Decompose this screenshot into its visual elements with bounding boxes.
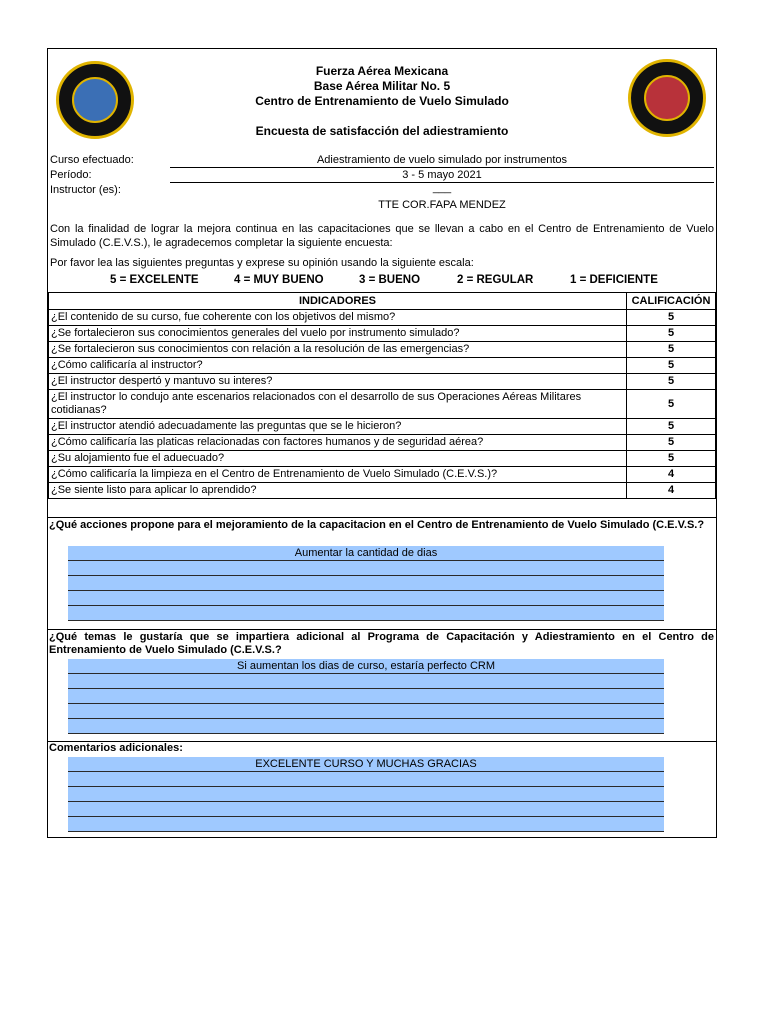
table-row [49, 467, 716, 483]
indicator-question: ¿El instructor lo condujo ante escenarios relacionados con el desarrollo de sus Operaciones Aéreas Militares cotidianas? [49, 390, 627, 419]
indicator-score: 5 [627, 390, 716, 419]
indicator-score: 5 [627, 374, 716, 390]
instructions-text: Por favor lea las siguientes preguntas y exprese su opinión usando la siguiente escala: [50, 257, 474, 269]
scale-5: 5 = EXCELENTE [110, 274, 199, 286]
answer-line[interactable] [68, 576, 664, 591]
indicator-score: 5 [627, 419, 716, 435]
table-row [49, 419, 716, 435]
indicator-question: ¿Su alojamiento fue el aduecuado? [49, 451, 627, 467]
scale-3: 3 = BUENO [359, 274, 421, 286]
actions-answer-box[interactable] [68, 546, 664, 621]
table-row [49, 483, 716, 499]
indicator-question: ¿Cómo calificaría al instructor? [49, 358, 627, 374]
indicator-score: 4 [627, 483, 716, 499]
answer-line[interactable] [68, 817, 664, 832]
indicator-question: ¿Se siente listo para aplicar lo aprendido? [49, 483, 627, 499]
indicator-score: 5 [627, 451, 716, 467]
table-row [49, 326, 716, 342]
answer-line[interactable] [68, 674, 664, 689]
answer-line[interactable] [68, 787, 664, 802]
topics-section [48, 629, 716, 630]
indicator-question: ¿El contenido de su curso, fue coherente con los objetivos del mismo? [49, 310, 627, 326]
survey-title: Encuesta de satisfacción del adiestramiento [255, 124, 509, 138]
indicator-score: 5 [627, 435, 716, 451]
actions-question: ¿Qué acciones propone para el mejoramiento de la capacitacion en el Centro de Entrenamiento de Vuelo Simulado (C.E.V.S.? [49, 519, 705, 531]
table-row [49, 374, 716, 390]
indicator-question: ¿Se fortalecieron sus conocimientos generales del vuelo por instrumento simulado? [49, 326, 627, 342]
scale-2: 2 = REGULAR [457, 274, 534, 286]
org-name: Fuerza Aérea Mexicana [315, 64, 449, 78]
answer-line[interactable] [68, 606, 664, 621]
period-label: Período: [50, 169, 92, 181]
topics-answer[interactable]: Si aumentan los dias de curso, estaría perfecto CRM [68, 659, 664, 674]
topics-answer-box[interactable] [68, 659, 664, 734]
table-row [49, 310, 716, 326]
survey-form [47, 48, 717, 838]
indicator-score: 5 [627, 326, 716, 342]
table-row [49, 451, 716, 467]
table-row [49, 342, 716, 358]
indicator-question: ¿Cómo calificaría la limpieza en el Centro de Entrenamiento de Vuelo Simulado (C.E.V.S.)? [49, 467, 627, 483]
col-indicators: INDICADORES [49, 293, 627, 310]
table-row [49, 358, 716, 374]
base-name: Base Aérea Militar No. 5 [313, 79, 451, 93]
answer-line[interactable] [68, 591, 664, 606]
period-value: 3 - 5 mayo 2021 [402, 169, 482, 181]
table-row [49, 390, 716, 419]
answer-line[interactable] [68, 719, 664, 734]
indicator-score: 5 [627, 310, 716, 326]
answer-line[interactable] [68, 802, 664, 817]
answer-line[interactable] [68, 689, 664, 704]
answer-line[interactable] [68, 561, 664, 576]
intro-text: Con la finalidad de lograr la mejora continua en las capacitaciones que se llevan a cabo en el Centro de Entrenamiento de Vuelo Simulado (C.E.V.S.), le agradecemos completar la siguiente encuesta: [50, 223, 714, 249]
indicator-score: 4 [627, 467, 716, 483]
course-label: Curso efectuado: [50, 154, 134, 166]
topics-question: ¿Qué temas le gustaría que se impartiera adicional al Programa de Capacitación y Adiestramiento en el Centro de Entrenamiento de Vuelo Simulado (C.E.V.S.? [49, 631, 714, 656]
answer-line[interactable] [68, 772, 664, 787]
scale-1: 1 = DEFICIENTE [570, 274, 658, 286]
comments-answer[interactable]: EXCELENTE CURSO Y MUCHAS GRACIAS [68, 757, 664, 772]
comments-answer-box[interactable] [68, 757, 664, 832]
course-underline [170, 167, 714, 168]
col-score: CALIFICACIÓN [627, 293, 716, 310]
indicator-score: 5 [627, 358, 716, 374]
scale-4: 4 = MUY BUENO [234, 274, 324, 286]
table-header-row [49, 293, 716, 310]
indicator-question: ¿Cómo calificaría las platicas relacionadas con factores humanos y de seguridad aérea? [49, 435, 627, 451]
actions-section [48, 517, 716, 518]
answer-line[interactable] [68, 704, 664, 719]
indicator-score: 5 [627, 342, 716, 358]
table-row [49, 435, 716, 451]
actions-answer[interactable]: Aumentar la cantidad de dias [68, 546, 664, 561]
comments-label: Comentarios adicionales: [49, 742, 183, 754]
indicator-question: ¿Se fortalecieron sus conocimientos con relación a la resolución de las emergencias? [49, 342, 627, 358]
indicator-question: ¿El instructor despertó y mantuvo su interes? [49, 374, 627, 390]
indicator-question: ¿El instructor atendió adecuadamente las preguntas que se le hicieron? [49, 419, 627, 435]
indicators-table [48, 292, 716, 499]
course-value: Adiestramiento de vuelo simulado por instrumentos [316, 154, 568, 166]
instructor-value: TTE COR.FAPA MENDEZ [378, 199, 506, 211]
center-name: Centro de Entrenamiento de Vuelo Simulado [255, 94, 509, 108]
instructor-label: Instructor (es): [50, 184, 121, 196]
instructor-blank: ___ [432, 182, 452, 194]
